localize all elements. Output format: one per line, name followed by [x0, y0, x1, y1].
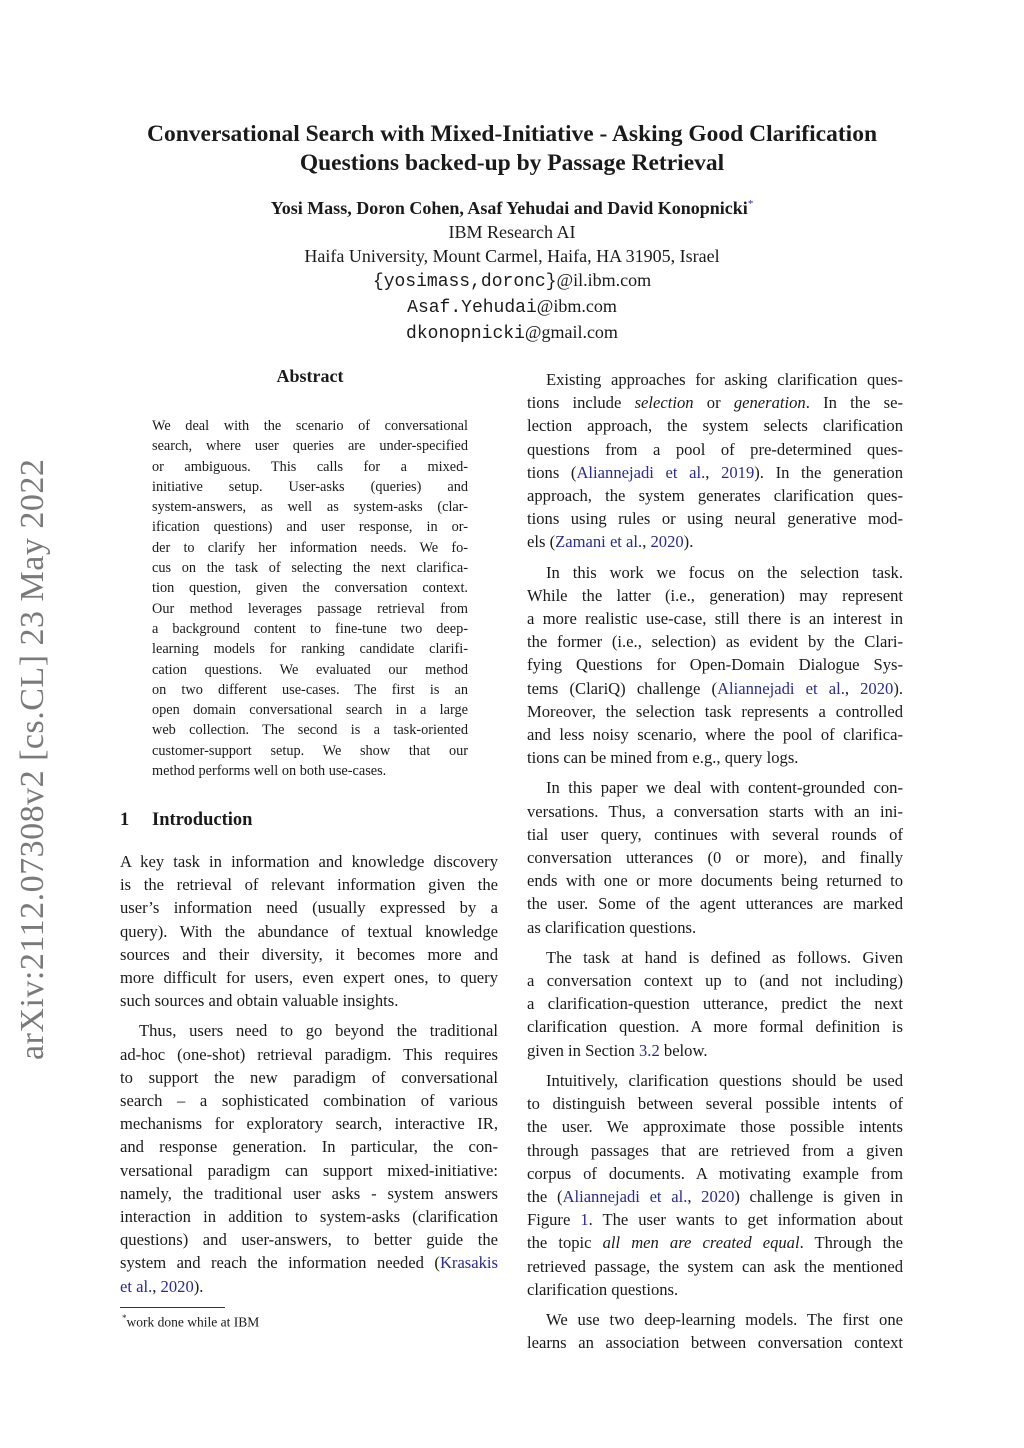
- body-line: corpus of documents. A motivating example from: [527, 1163, 903, 1183]
- body-line: through passages that are retrieved from a given: [527, 1140, 903, 1160]
- body-line: In this paper we deal with content-grounded con-: [546, 778, 903, 798]
- abstract-line: or ambiguous. This calls for a mixed-: [152, 458, 468, 475]
- body-line: to support the new paradigm of conversational: [120, 1067, 498, 1087]
- abstract-heading: Abstract: [276, 366, 344, 386]
- citation-link[interactable]: Zamani et al.: [555, 532, 643, 552]
- section-heading-introduction: 1 Introduction: [120, 810, 253, 830]
- citation-year-link[interactable]: 2019: [721, 462, 755, 482]
- body-line: and less noisy scenario, where the pool of clarifica-: [527, 725, 903, 745]
- abstract-line: tion question, given the conversation context.: [152, 580, 468, 597]
- email-line-2: Asaf.Yehudai@ibm.com: [407, 296, 617, 318]
- body-line: tions using rules or using neural generative mod-: [527, 509, 903, 529]
- abstract-line: der to clarify her information needs. We fo-: [152, 539, 468, 556]
- author-footnote-mark[interactable]: *: [747, 198, 754, 210]
- citation-year-link[interactable]: 2020: [860, 678, 894, 698]
- body-line: a clarification-question utterance, predict the next: [527, 994, 903, 1014]
- body-line: system and reach the information needed (Krasakis: [120, 1253, 498, 1273]
- abstract-line: a background content to fine-tune two deep-: [152, 620, 468, 637]
- body-line: given in Section 3.2 below.: [527, 1040, 708, 1060]
- abstract-line: ification questions) and user response, in or-: [152, 519, 468, 536]
- body-line: sources and their diversity, it becomes more and: [120, 944, 498, 964]
- body-line: ad-hoc (one-shot) retrieval paradigm. This requires: [120, 1044, 498, 1064]
- body-line: Moreover, the selection task represents a controlled: [527, 701, 903, 721]
- body-line: query). With the abundance of textual knowledge: [120, 921, 498, 941]
- body-line: search – a sophisticated combination of various: [120, 1091, 498, 1111]
- email-line-3: dkonopnicki@gmail.com: [406, 322, 618, 344]
- body-line: retrieved passage, the system can ask the mentioned: [527, 1256, 903, 1276]
- title-line: Conversational Search with Mixed-Initiative - Asking Good Clarification: [146, 121, 878, 147]
- body-line: namely, the traditional user asks - system answers: [120, 1183, 498, 1203]
- author-names: Yosi Mass, Doron Cohen, Asaf Yehudai and David Konopnicki*: [270, 198, 754, 218]
- abstract-line: cation questions. We evaluated our method: [152, 661, 468, 678]
- paper-title: [100, 120, 924, 178]
- citation-year-link[interactable]: 2020: [160, 1276, 194, 1296]
- body-line: The task at hand is defined as follows. Given: [546, 947, 903, 967]
- right-column-body: [527, 368, 903, 1354]
- title-line: Questions backed-up by Passage Retrieval: [299, 150, 725, 176]
- body-line: et al., 2020).: [120, 1276, 204, 1296]
- body-line: tions (Aliannejadi et al., 2019). In the generation: [527, 462, 903, 482]
- citation-link[interactable]: Aliannejadi et al.: [576, 462, 706, 482]
- email-line-1: {yosimass,doronc}@il.ibm.com: [372, 270, 652, 292]
- body-line: While the latter (i.e., generation) may represent: [527, 585, 903, 605]
- citation-year-link[interactable]: 2020: [701, 1186, 735, 1206]
- body-line: versational paradigm can support mixed-initiative:: [120, 1160, 498, 1180]
- body-line: learns an association between conversation context: [527, 1333, 903, 1353]
- body-line: as clarification questions.: [527, 917, 697, 937]
- affiliation: IBM Research AI: [448, 222, 576, 242]
- figure-ref-link[interactable]: 1: [580, 1210, 589, 1230]
- body-line: Thus, users need to go beyond the traditional: [139, 1021, 498, 1041]
- body-line: approach, the system generates clarification ques-: [527, 486, 903, 506]
- left-column-body: [120, 850, 498, 1298]
- abstract-line: initiative setup. User-asks (queries) and: [152, 478, 468, 495]
- body-line: Intuitively, clarification questions should be used: [546, 1070, 903, 1090]
- body-line: tial user query, continues with several rounds of: [527, 824, 903, 844]
- body-line: the user. Some of the agent utterances are marked: [527, 894, 903, 914]
- body-line: Figure 1. The user wants to get information about: [527, 1210, 903, 1230]
- body-line: tems (ClariQ) challenge (Aliannejadi et al., 2020).: [527, 678, 903, 698]
- abstract-body: [152, 416, 468, 781]
- body-line: mechanisms for exploratory search, interactive IR,: [120, 1114, 498, 1134]
- body-line: conversation utterances (0 or more), and finally: [527, 848, 903, 868]
- abstract-line: system-answers, as well as system-asks (clar-: [152, 499, 468, 516]
- abstract-line: We deal with the scenario of conversational: [152, 418, 468, 434]
- citation-year-link[interactable]: 2020: [650, 532, 684, 552]
- abstract-line: customer-support setup. We show that our: [152, 742, 468, 759]
- citation-link[interactable]: Krasakis: [439, 1253, 498, 1273]
- body-line: user’s information need (usually expressed by a: [120, 898, 498, 918]
- body-line: lection approach, the system selects clarification: [527, 416, 903, 436]
- body-line: the user. We approximate those possible intents: [527, 1117, 903, 1137]
- body-line: the former (i.e., selection) as evident by the Clari-: [527, 632, 903, 652]
- body-line: questions) and user-answers, to better guide the: [120, 1230, 498, 1250]
- section-ref-link[interactable]: 3.2: [639, 1040, 660, 1060]
- body-line: and response generation. In particular, the con-: [120, 1137, 498, 1157]
- body-line: such sources and obtain valuable insights.: [120, 991, 399, 1011]
- body-line: versations. Thus, a conversation starts with an ini-: [527, 801, 903, 821]
- body-line: A key task in information and knowledge discovery: [120, 852, 498, 871]
- body-line: the (Aliannejadi et al., 2020) challenge is given in: [527, 1186, 903, 1206]
- body-line: fying Questions for Open-Domain Dialogue Sys-: [527, 655, 903, 675]
- author-block: [100, 192, 924, 346]
- body-line: els (Zamani et al., 2020).: [527, 532, 694, 552]
- address: Haifa University, Mount Carmel, Haifa, HA 31905, Israel: [304, 246, 720, 266]
- body-line: We use two deep-learning models. The first one: [546, 1309, 903, 1329]
- body-line: Existing approaches for asking clarification ques-: [546, 370, 903, 389]
- body-line: questions from a pool of pre-determined ques-: [527, 439, 903, 459]
- body-line: interaction in addition to system-asks (clarification: [120, 1207, 498, 1227]
- footnote-rule: [120, 1307, 225, 1308]
- citation-link[interactable]: Aliannejadi et al.: [717, 678, 845, 698]
- abstract-line: learning models for ranking candidate clarifi-: [152, 641, 468, 658]
- body-line: tions can be mined from e.g., query logs.: [527, 748, 799, 768]
- abstract-line: on two different use-cases. The first is an: [152, 681, 468, 698]
- abstract-line: open domain conversational search in a large: [152, 702, 468, 719]
- body-line: to distinguish between several possible intents of: [527, 1094, 903, 1114]
- body-line: In this work we focus on the selection task.: [546, 562, 903, 582]
- abstract-line: search, where user queries are under-specified: [152, 438, 468, 455]
- body-line: the topic all men are created equal. Through the: [527, 1233, 903, 1253]
- abstract-line: Our method leverages passage retrieval from: [152, 600, 468, 617]
- body-line: a more realistic use-case, still there is an interest in: [527, 609, 903, 629]
- body-line: tions include selection or generation. In the se-: [527, 393, 903, 413]
- body-line: more difficult for users, even expert ones, to query: [120, 968, 498, 988]
- body-line: is the retrieval of relevant information given the: [120, 875, 498, 895]
- body-line: a conversation context up to (and not including): [527, 971, 903, 991]
- arxiv-id-text: arXiv:2112.07308v2 [cs.CL] 23 May 2022: [14, 458, 51, 1060]
- body-line: clarification questions.: [527, 1279, 679, 1299]
- citation-link[interactable]: et al.: [120, 1276, 153, 1296]
- footnote: *work done while at IBM: [122, 1313, 260, 1330]
- body-line: clarification question. A more formal definition is: [527, 1017, 903, 1037]
- abstract-line: method performs well on both use-cases.: [152, 763, 387, 780]
- body-line: ends with one or more documents being returned to: [527, 871, 903, 891]
- citation-link[interactable]: Aliannejadi et al.: [562, 1186, 688, 1206]
- abstract-line: web collection. The second is a task-oriented: [152, 722, 468, 739]
- abstract-line: cus on the task of selecting the next clarifica-: [152, 560, 468, 577]
